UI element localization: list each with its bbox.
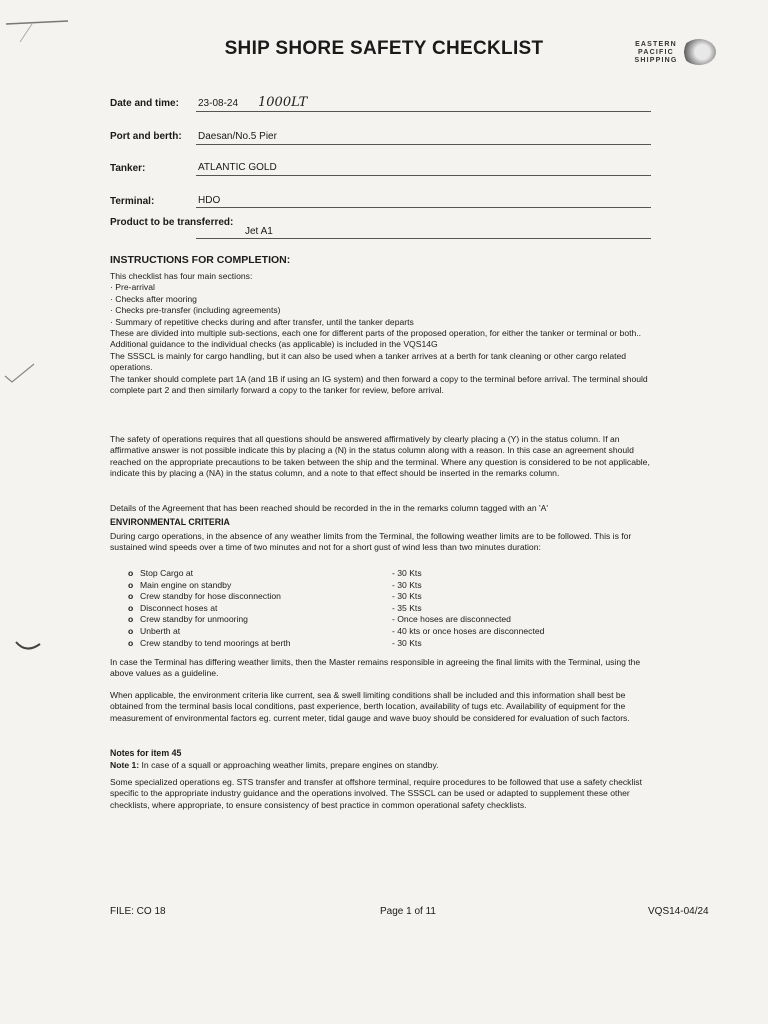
notes-heading: Notes for item 45 bbox=[110, 748, 182, 758]
instructions-heading: INSTRUCTIONS FOR COMPLETION: bbox=[110, 254, 291, 266]
safety-paragraph: The safety of operations requires that all questions should be answered affirmatively by clearly placing a (Y) in the status column. If an affirmative answer is not possible indicate this by placing a (N) in the status column along with a reason. In this case an agreement should reached on the appropriate precautions to be taken between the ship and the terminal. Where any question is considered to be not applicable, indicate this by placing a (NA) in the status column, and a note to that effect should be inserted in the remarks column. bbox=[110, 434, 650, 479]
scan-mark-icon bbox=[2, 14, 72, 44]
footer-file: FILE: CO 18 bbox=[110, 906, 166, 917]
date-time-line bbox=[196, 111, 651, 112]
terminal-label: Terminal: bbox=[110, 196, 155, 207]
criteria-row: o Crew standby for unmooring - Once hoses are disconnected bbox=[128, 614, 544, 626]
terminal-line bbox=[196, 207, 651, 208]
port-berth-label: Port and berth: bbox=[110, 131, 182, 142]
company-logo: EASTERN PACIFIC SHIPPING bbox=[626, 39, 718, 69]
product-line bbox=[196, 238, 651, 239]
product-value: Jet A1 bbox=[245, 226, 273, 237]
date-time-value: 23-08-24 bbox=[198, 98, 239, 109]
binder-mark-icon bbox=[14, 638, 44, 660]
date-time-label: Date and time: bbox=[110, 98, 179, 109]
environmental-heading: ENVIRONMENTAL CRITERIA bbox=[110, 517, 230, 527]
logo-swoosh-icon bbox=[682, 39, 716, 65]
criteria-row: o Main engine on standby - 30 Kts bbox=[128, 580, 544, 592]
product-label: Product to be transferred: bbox=[110, 217, 234, 228]
environment-applicable-paragraph: When applicable, the environment criteria like current, sea & swell limiting conditions shall be included and this information shall best be obtained from the terminal basis local conditions, past experience, berth location, availability of tugs etc. Availability of equipment for the measurement of environmental factors eg. current meter, tidal gauge and wave buoy should be considered for evaluation of such factors. bbox=[110, 690, 630, 723]
criteria-row: o Unberth at - 40 kts or once hoses are disconnected bbox=[128, 626, 544, 638]
port-berth-value: Daesan/No.5 Pier bbox=[198, 131, 277, 142]
page-title: SHIP SHORE SAFETY CHECKLIST bbox=[224, 38, 544, 59]
agreement-paragraph: Details of the Agreement that has been reached should be recorded in the in the remarks column tagged with an 'A' bbox=[110, 503, 549, 513]
tanker-value: ATLANTIC GOLD bbox=[198, 162, 277, 173]
note-1: Note 1: In case of a squall or approaching weather limits, prepare engines on standby. bbox=[110, 760, 439, 770]
environmental-intro: During cargo operations, in the absence of any weather limits from the Terminal, the following weather limits are to be followed. This is for sustained wind speeds over a time of two minutes and not for a short gust of wind less than two minutes duration: bbox=[110, 531, 632, 553]
checkmark-scribble-icon bbox=[2, 360, 42, 390]
criteria-row: o Stop Cargo at - 30 Kts bbox=[128, 568, 544, 580]
criteria-row: o Crew standby to tend moorings at berth - 30 Kts bbox=[128, 638, 544, 650]
tanker-line bbox=[196, 175, 651, 176]
port-berth-line bbox=[196, 144, 651, 145]
handwritten-time: 1000LT bbox=[258, 95, 308, 110]
weather-limits-paragraph: In case the Terminal has differing weather limits, then the Master remains responsible in agreeing the final limits with the Terminal, using the above values as a guideline. bbox=[110, 657, 641, 679]
footer-page-number: Page 1 of 11 bbox=[380, 906, 436, 917]
footer-doc-code: VQS14-04/24 bbox=[648, 906, 709, 917]
tanker-label: Tanker: bbox=[110, 163, 146, 174]
instructions-body: This checklist has four main sections: · Pre-arrival · Checks after mooring · Checks pre-transfer (including agreements) · Summary of repetitive checks during and after transfer, until the tanker departs These are divided into multiple sub-sections, each one for different parts of the proposed operation, for either the tanker or terminal or both.. Additional guidance to the individual checks (as applicable) is included in the VQS14G The SSSCL is mainly for cargo handling, but it can also be used when a tanker arrives at a berth for tank cleaning or other cargo related operations. The tanker should complete part 1A (and 1B if using an IG system) and then forward a copy to the terminal before arrival. The terminal should complete part 2 and then similarly forward a copy to the tanker for review, before arrival. bbox=[110, 271, 648, 396]
terminal-value: HDO bbox=[198, 195, 221, 206]
criteria-row: o Crew standby for hose disconnection - 30 Kts bbox=[128, 591, 544, 603]
criteria-list bbox=[128, 568, 544, 649]
criteria-row: o Disconnect hoses at - 35 Kts bbox=[128, 603, 544, 615]
specialized-operations-paragraph: Some specialized operations eg. STS transfer and transfer at offshore terminal, require procedures to be followed that use a safety checklist specific to the appropriate industry guidance and the operations involved. The SSSCL can be used or adapted to supplement these other checklists, where appropriate, to ensure consistency of best practice in common operational safety checklists. bbox=[110, 777, 642, 810]
